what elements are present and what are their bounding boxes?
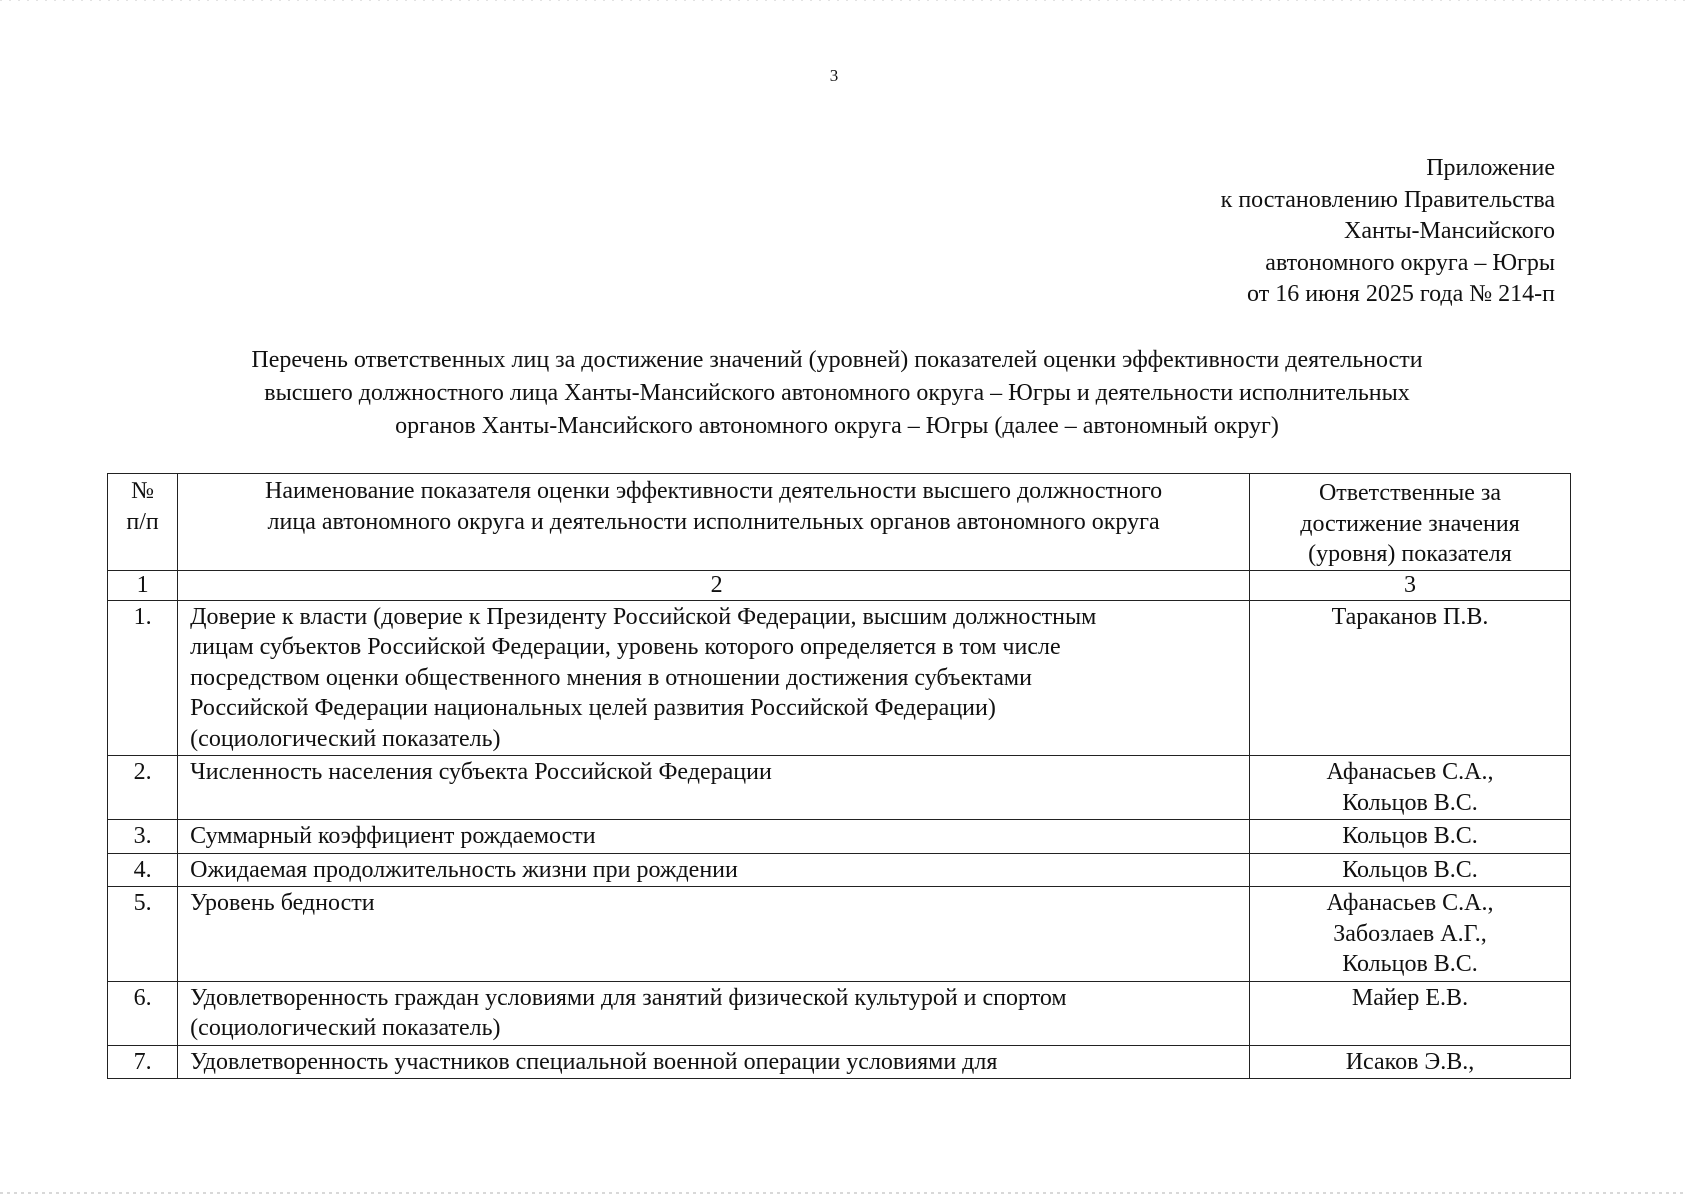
table-header-row	[108, 474, 1571, 571]
responsible-line: Майер Е.В.	[1351, 984, 1469, 1011]
header-num-line: №	[131, 478, 155, 504]
row-number: 7.	[108, 1045, 178, 1079]
page-number: 3	[829, 66, 839, 85]
column-number: 1	[108, 570, 178, 600]
responsible-line: Кольцов В.С.	[1342, 951, 1478, 977]
indicator-line: (социологический показатель)	[190, 725, 501, 752]
row-number: 3.	[108, 820, 178, 854]
responsible-line: Исаков Э.В.,	[1345, 1048, 1475, 1075]
header-num-line: п/п	[126, 508, 159, 535]
indicator-name	[178, 981, 1250, 1045]
header-responsible	[1249, 474, 1570, 571]
responsible-persons	[1249, 887, 1570, 982]
appendix-line: Приложение	[1426, 155, 1555, 181]
responsible-line: Афанасьев С.А.,	[1326, 890, 1494, 916]
indicator-name	[178, 820, 1250, 854]
appendix-line: от 16 июня 2025 года № 214-п	[1247, 281, 1555, 307]
appendix-block	[1221, 153, 1555, 311]
indicator-name	[178, 853, 1250, 887]
appendix-line: к постановлению Правительства	[1220, 186, 1555, 213]
indicator-line: Ожидаемая продолжительность жизни при рождении	[190, 856, 738, 883]
table-row	[108, 600, 1571, 756]
responsible-persons	[1249, 1045, 1570, 1079]
indicator-line: Удовлетворенность участников специальной военной операции условиями для	[190, 1048, 998, 1075]
responsible-line: Кольцов В.С.	[1342, 856, 1478, 883]
responsible-line: Тараканов П.В.	[1331, 603, 1489, 630]
table-row	[108, 1045, 1571, 1079]
indicator-line: Уровень бедности	[190, 890, 375, 916]
row-number: 6.	[108, 981, 178, 1045]
header-resp-line: Ответственные за	[1318, 480, 1501, 506]
indicator-name	[178, 600, 1250, 756]
indicator-line: (социологический показатель)	[190, 1015, 501, 1041]
column-number: 2	[178, 570, 1250, 600]
indicator-line: посредством оценки общественного мнения в отношении достижения субъектами	[190, 664, 1032, 691]
table-row	[108, 981, 1571, 1045]
indicator-name	[178, 756, 1250, 820]
table-row	[108, 853, 1571, 887]
responsible-line: Кольцов В.С.	[1342, 823, 1478, 849]
row-number: 2.	[108, 756, 178, 820]
header-name	[178, 474, 1250, 571]
column-number: 3	[1249, 570, 1570, 600]
scan-bottom-edge	[0, 1192, 1686, 1194]
indicator-line: Суммарный коэффициент рождаемости	[190, 823, 596, 849]
title-line: органов Ханты-Мансийского автономного округа – Югры (далее – автономный округ)	[395, 413, 1279, 439]
title-line: высшего должностного лица Ханты-Мансийского автономного округа – Югры и деятельности исполнительных	[264, 380, 1410, 406]
row-number: 4.	[108, 853, 178, 887]
indicator-line: Российской Федерации национальных целей развития Российской Федерации)	[190, 695, 996, 721]
table-row	[108, 887, 1571, 982]
responsible-persons	[1249, 600, 1570, 756]
responsible-persons	[1249, 853, 1570, 887]
indicator-line: Доверие к власти (доверие к Президенту Российской Федерации, высшим должностным	[190, 603, 1097, 630]
indicator-line: Численность населения субъекта Российской Федерации	[190, 759, 772, 785]
indicator-name	[178, 1045, 1250, 1079]
table-row	[108, 756, 1571, 820]
responsible-line: Афанасьев С.А.,	[1326, 759, 1494, 785]
indicator-line: Удовлетворенность граждан условиями для занятий физической культурой и спортом	[190, 984, 1067, 1011]
responsible-line: Забозлаев А.Г.,	[1333, 920, 1487, 947]
indicator-line: лицам субъектов Российской Федерации, уровень которого определяется в том числе	[190, 634, 1061, 660]
responsible-persons	[1249, 756, 1570, 820]
header-num	[108, 474, 178, 571]
row-number: 1.	[108, 600, 178, 756]
indicator-name	[178, 887, 1250, 982]
title-line: Перечень ответственных лиц за достижение значений (уровней) показателей оценки эффективности деятельности	[251, 347, 1423, 373]
appendix-line: автономного округа – Югры	[1265, 249, 1555, 276]
header-resp-line: (уровня) показателя	[1308, 541, 1512, 567]
header-name-line: Наименование показателя оценки эффективности деятельности высшего должностного	[265, 478, 1163, 504]
table-row	[108, 820, 1571, 854]
row-number: 5.	[108, 887, 178, 982]
appendix-line: Ханты-Мансийского	[1344, 218, 1555, 244]
header-resp-line: достижение значения	[1300, 510, 1520, 537]
document-title	[108, 344, 1566, 443]
responsible-persons	[1249, 820, 1570, 854]
scan-top-edge	[0, 0, 1686, 1]
column-number-row	[108, 570, 1571, 600]
indicators-table	[107, 473, 1571, 1079]
responsible-persons	[1249, 981, 1570, 1045]
responsible-line: Кольцов В.С.	[1342, 789, 1478, 816]
header-name-line: лица автономного округа и деятельности исполнительных органов автономного округа	[267, 508, 1160, 535]
